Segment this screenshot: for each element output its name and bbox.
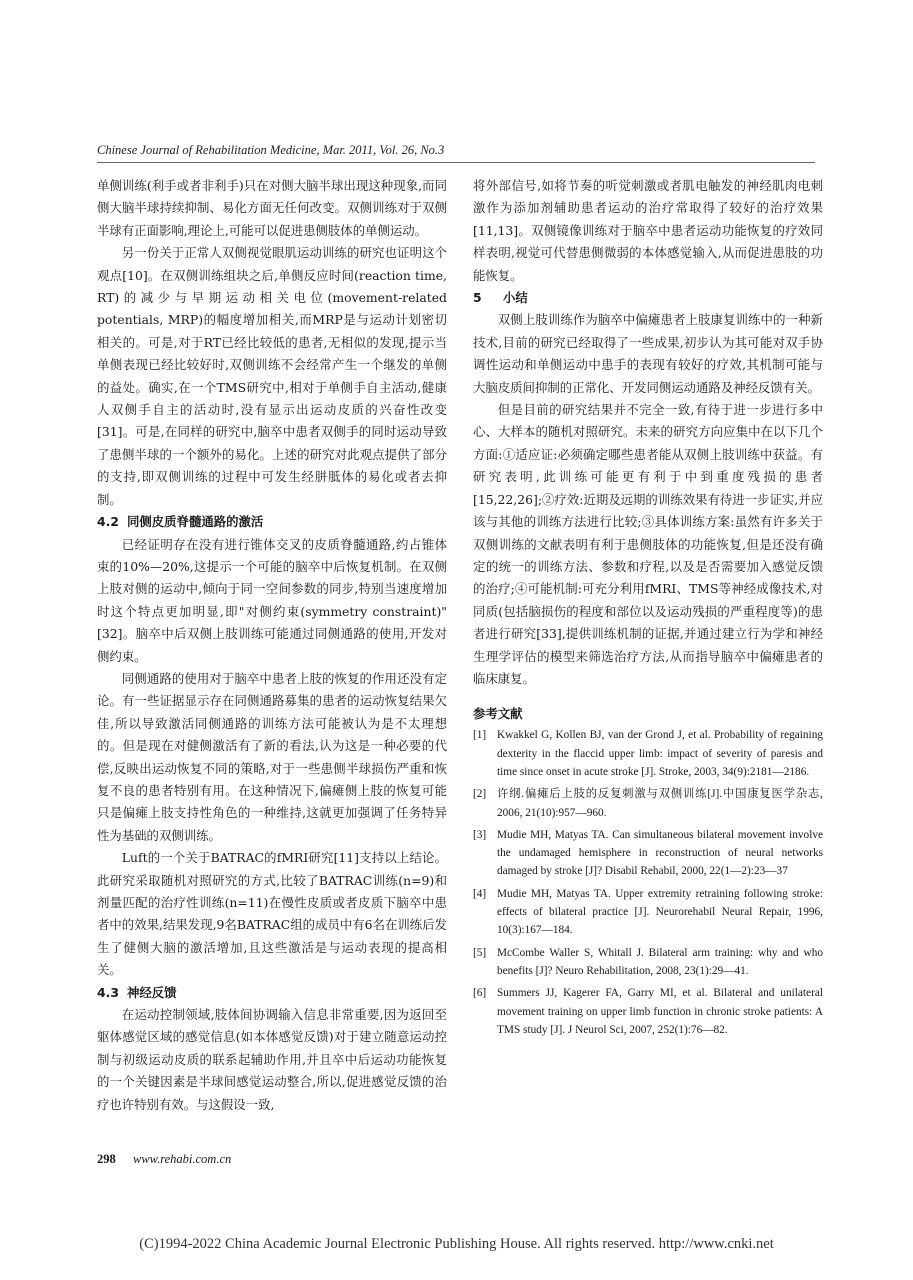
section-title: 小结 [503, 290, 528, 306]
right-column-body [473, 175, 823, 690]
reference-number: [5] [473, 946, 487, 959]
journal-header: Chinese Journal of Rehabilitation Medicine, Mar. 2011, Vol. 26, No.3 [97, 143, 445, 157]
reference-number: [1] [473, 729, 487, 742]
body-paragraph: Luft的一个关于BATRAC的fMRI研究[11]支持以上结论。此研究采取随机对照研究的方式,比较了BATRAC训练(n=9)和剂量匹配的治疗性训练(n=11)在慢性皮质或者皮质下脑卒中患者中的效果,结果发现,9名BATRAC组的成员中有6名在训练后发生了健侧大脑的激活增加,且这些激活是与运动表现的提高相关。 [97, 850, 447, 978]
section-title: 同侧皮质脊髓通路的激活 [127, 514, 264, 530]
reference-number: [6] [473, 987, 487, 1000]
reference-item [473, 885, 823, 940]
header-divider [97, 162, 815, 163]
body-paragraph: 单侧训练(利手或者非利手)只在对侧大脑半球出现这种现象,而同侧大脑半球持续抑制、易化方面无任何改变。双侧训练对于双侧半球有正面影响,理论上,可能可以促进患侧肢体的单侧运动。 [97, 178, 447, 238]
reference-text: 许纲.偏瘫后上肢的反复刺激与双侧训练[J].中国康复医学杂志, 2006, 21(10):957—960. [497, 788, 823, 819]
reference-number: [3] [473, 828, 487, 841]
references-list [473, 726, 823, 1039]
reference-text: Summers JJ, Kagerer FA, Garry MI, et al. Bilateral and unilateral movement training on upper limb function in chronic stroke patients: A TMS study [J]. J Neurol Sci, 2007, 252(1):76—82. [497, 987, 823, 1036]
section-title: 神经反馈 [127, 984, 177, 1000]
reference-item [473, 944, 823, 981]
reference-text: Mudie MH, Matyas TA. Upper extremity retraining following stroke: effects of bilateral practice [J]. Neurorehabil Neural Repair, 1996, 10(3):167—184. [497, 887, 823, 937]
section-number: 4.2 [97, 514, 119, 530]
reference-item [473, 726, 823, 781]
reference-text: Kwakkel G, Kollen BJ, van der Grond J, et al. Probability of regaining dexterity in the flaccid upper limb: impact of severity of paresis and time since onset in acute stroke [J]. Stroke, 2003, 34(9):2181—2186. [497, 729, 823, 778]
section-heading [97, 982, 447, 1004]
left-column [97, 175, 447, 1116]
right-column [473, 175, 823, 1043]
reference-number: [2] [473, 788, 487, 801]
reference-item [473, 826, 823, 881]
page-number: 298 [97, 1152, 116, 1166]
references-title: 参考文献 [473, 706, 523, 722]
body-paragraph: 双侧上肢训练作为脑卒中偏瘫患者上肢康复训练中的一种新技术,目前的研究已经取得了一些成果,初步认为其可能对双手协调性运动和单侧运动中患手的表现有较好的疗效,其机制可能与大脑皮质间抑制的正常化、开发同侧运动通路及神经反馈有关。 [473, 312, 823, 395]
reference-item [473, 984, 823, 1039]
body-paragraph: 在运动控制领域,肢体间协调输入信息非常重要,因为返回至躯体感觉区域的感觉信息(如本体感觉反馈)对于建立随意运动控制与初级运动皮质的联系起辅助作用,并且卒中后运动功能恢复的一个关键因素是半球间感觉运动整合,所以,促进感觉反馈的治疗也许特别有效。与这假设一致, [97, 1007, 447, 1112]
footer-url: www.rehabi.com.cn [133, 1152, 232, 1166]
section-heading [97, 511, 447, 533]
body-paragraph: 另一份关于正常人双侧视觉眼肌运动训练的研究也证明这个观点[10]。在双侧训练组块之后,单侧反应时间(reaction time, RT)的减少与早期运动相关电位(movement-related potentials, MRP)的幅度增加相关,而MRP是与运动计划密切相关的。可是,对于RT已经比较低的患者,无相似的发现,提示当单侧表现已经比较好时,双侧训练不会经常产生一个继发的单侧的益处。确实,在一个TMS研究中,相对于单侧手自主活动,健康人双侧手自主的活动时,没有显示出运动皮质的兴奋性改变[31]。可是,在同样的研究中,脑卒中患者双侧手的同时运动导致了患侧半球的一个额外的易化。上述的研究对此观点提供了部分的支持,即双侧训练的过程中可发生经胼胝体的易化或者去抑制。 [97, 245, 447, 507]
reference-text: McCombe Waller S, Whitall J. Bilateral arm training: why and who benefits [J]? Neuro Rehabilitation, 2008, 23(1):29—41. [497, 946, 823, 977]
reference-text: Mudie MH, Matyas TA. Can simultaneous bilateral movement involve the undamaged hemisphere in reconstruction of neural networks damaged by stroke [J]? Disabil Rehabil, 2000, 22(1—2):23—37 [497, 828, 823, 878]
section-heading [473, 287, 823, 309]
copyright-notice: (C)1994-2022 China Academic Journal Electronic Publishing House. All rights reserved. http://www.cnki.net [139, 1236, 774, 1252]
body-paragraph: 已经证明存在没有进行锥体交叉的皮质脊髓通路,约占锥体束的10%—20%,这提示一个可能的脑卒中后恢复机制。在双侧上肢对侧的运动中,倾向于同一空间参数的同步,特别当速度增加时这个特点更加明显,即"对侧约束(symmetry constraint)"[32]。脑卒中后双侧上肢训练可能通过同侧通路的使用,开发对侧约束。 [97, 536, 447, 664]
body-paragraph: 将外部信号,如将节奏的听觉刺激或者肌电触发的神经肌肉电刺激作为添加剂辅助患者运动的治疗常取得了较好的治疗效果[11,13]。双侧镜像训练对于脑卒中患者运动功能恢复的疗效同样表明,视觉可代替患侧微弱的本体感觉输入,从而促进患肢的功能恢复。 [473, 178, 823, 283]
body-paragraph: 同侧通路的使用对于脑卒中患者上肢的恢复的作用还没有定论。有一些证据显示存在同侧通路募集的患者的运动恢复结果欠佳,所以导致激活同侧通路的训练方法可能被认为是不太理想的。但是现在对健侧激活有了新的看法,认为这是一种必要的代偿,反映出运动恢复不同的策略,对于一些患侧半球损伤严重和恢复不良的患者特别有用。在这种情况下,偏瘫侧上肢的恢复可能只是偏瘫上肢支持性角色的一种维持,这就更加强调了任务特异性为基础的双侧训练。 [97, 670, 447, 843]
reference-item [473, 785, 823, 822]
body-paragraph: 但是目前的研究结果并不完全一致,有待于进一步进行多中心、大样本的随机对照研究。未来的研究方向应集中在以下几个方面:①适应证:必须确定哪些患者能从双侧上肢训练中获益。有研究表明,此训练可能更有利于中到重度残损的患者[15,22,26];②疗效:近期及远期的训练效果有待进一步证实,并应该与其他的训练方法进行比较;③具体训练方案:虽然有许多关于双侧训练的文献表明有利于患侧肢体的功能恢复,但是还没有确定的统一的训练方法、参数和疗程,以及是否需要加入感觉反馈的治疗;④可能机制:可充分利用fMRI、TMS等神经成像技术,对同质(包括脑损伤的程度和部位以及运动残损的严重程度等)的患者进行研究[33],提供训练机制的证据,并通过建立行为学和神经生理学评估的模型来筛选治疗方法,从而指导脑卒中偏瘫患者的临床康复。 [473, 402, 823, 686]
section-number: 4.3 [97, 984, 119, 1000]
section-number: 5 [473, 290, 482, 306]
reference-number: [4] [473, 887, 487, 900]
